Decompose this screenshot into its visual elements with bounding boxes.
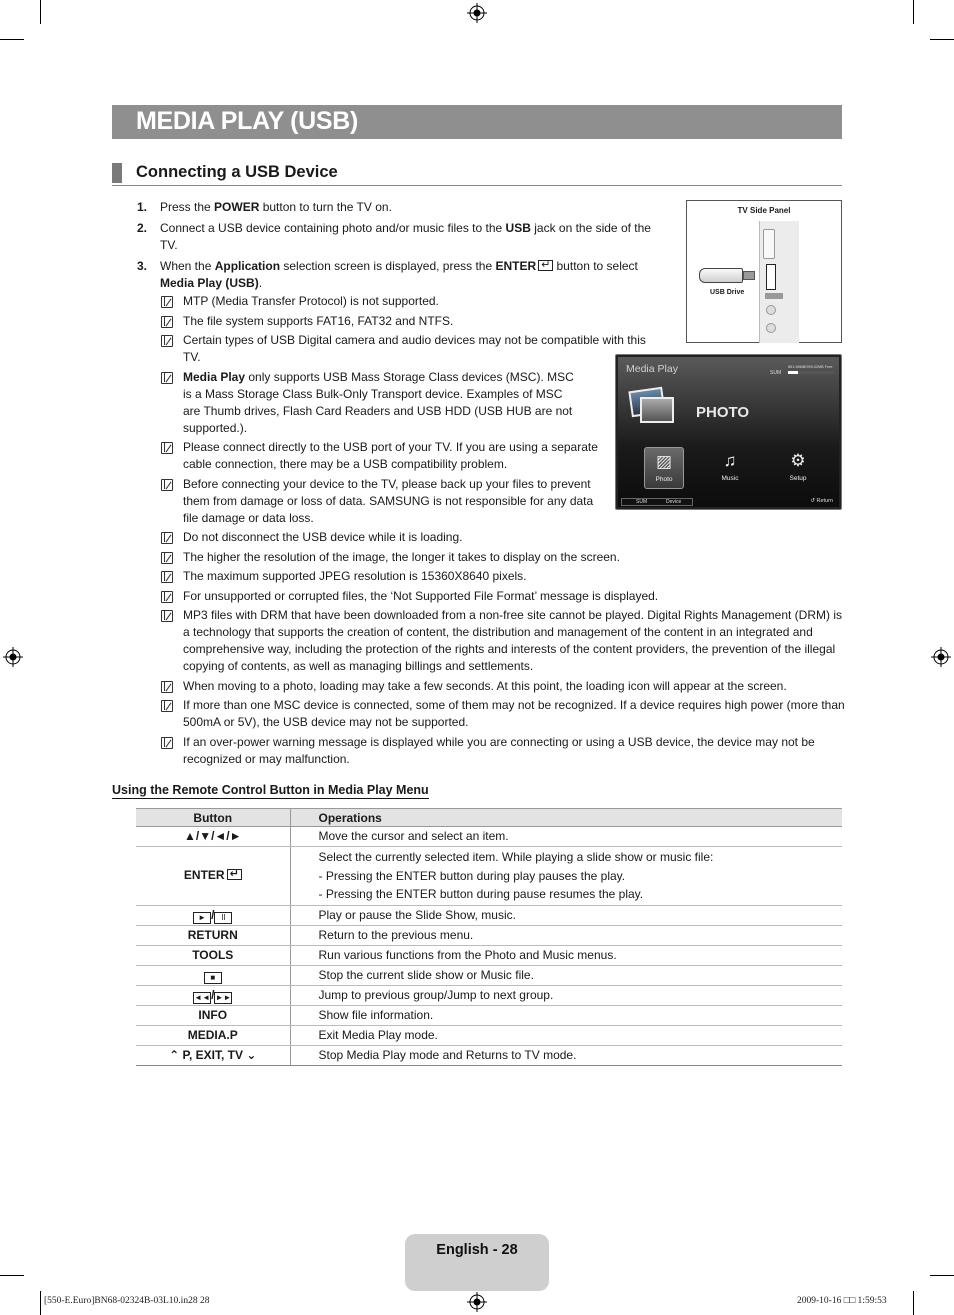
storage-bar	[788, 371, 834, 374]
menu-item-music[interactable]	[710, 447, 750, 489]
table-row	[136, 925, 842, 945]
note-item	[160, 332, 655, 366]
note-text: If more than one MSC device is connected, some of them may not be recognized. If a device requires high power (more than 500mA or 5V), the USB device may not be supported.	[183, 698, 845, 729]
crop-mark	[913, 1291, 914, 1315]
note-item	[160, 607, 845, 675]
note-item	[160, 568, 845, 585]
table-row	[136, 827, 842, 847]
crop-mark	[0, 1275, 24, 1276]
button-label: P, EXIT, TV	[182, 1047, 243, 1062]
media-play-screen-figure	[615, 354, 842, 510]
note-icon	[161, 532, 173, 544]
separator: /	[211, 907, 215, 922]
note-icon	[161, 316, 173, 328]
return-icon: ↺	[810, 498, 815, 504]
media-play-title: Media Play	[626, 363, 678, 375]
table-header: Button	[136, 809, 290, 827]
play-icon: ►	[193, 912, 211, 924]
crop-mark	[40, 0, 41, 24]
note-icon	[161, 552, 173, 564]
step-number: 1.	[137, 200, 148, 214]
step-text: Press the	[160, 200, 215, 214]
pause-icon: II	[214, 912, 232, 924]
operation-cell: Jump to previous group/Jump to next group.	[290, 985, 842, 1005]
operation-line: - Pressing the ENTER button during play pauses the play.	[318, 868, 626, 883]
button-cell	[136, 985, 290, 1005]
operation-cell: Move the cursor and select an item.	[290, 827, 842, 847]
note-text: MTP (Media Transfer Protocol) is not supported.	[183, 294, 439, 308]
usb-drive-label: USB Drive	[710, 289, 745, 296]
crop-mark	[40, 1291, 41, 1315]
button-cell: RETURN	[136, 925, 290, 945]
note-icon	[161, 700, 173, 712]
media-play-background	[618, 357, 839, 507]
operation-cell: Show file information.	[290, 1005, 842, 1025]
step-number: 3.	[137, 259, 148, 273]
registration-mark-icon	[931, 647, 951, 667]
note-item	[160, 476, 605, 527]
step-bold: ENTER	[495, 259, 537, 273]
steps-list	[137, 199, 667, 296]
camera-icon	[640, 397, 674, 423]
menu-item-photo[interactable]	[644, 447, 684, 489]
table-row	[136, 1005, 842, 1025]
note-icon	[161, 479, 173, 491]
note-text: Do not disconnect the USB device while it is loading.	[183, 530, 463, 544]
note-text: MP3 files with DRM that have been downloaded from a non-free site cannot be played. Digital Rights Management (DRM) is a technology that supports the creation of content, the distribution and management of the content in an integrated and comprehensive way, including the protection of the rights and interests of the content providers, the prevention of the illegal copying of contents, as well as managing billings and settlements.	[183, 608, 842, 673]
step-text: jack on the side of the TV.	[160, 221, 651, 252]
selected-category-label: PHOTO	[696, 404, 750, 421]
return-label: Return	[816, 498, 833, 504]
operation-cell: Stop Media Play mode and Returns to TV mode.	[290, 1045, 842, 1065]
note-text: only supports USB Mass Storage Class devices (MSC). MSC is a Mass Storage Class Bulk-Only Transport device. Examples of MSC are Thumb drives, Flash Card Readers and USB HDD (USB HUB are not supported.).	[183, 369, 574, 435]
table-row	[136, 945, 842, 965]
av-jack-icon	[766, 305, 776, 315]
tv-side-panel-figure	[686, 200, 842, 343]
photo-stack-icon	[630, 389, 678, 429]
note-text: The maximum supported JPEG resolution is 15360X8640 pixels.	[183, 569, 527, 583]
subsection-title: Using the Remote Control Button in Media Play Menu	[112, 783, 429, 797]
music-note-icon: ♫	[723, 451, 737, 470]
operation-cell	[290, 847, 842, 906]
note-item	[160, 529, 845, 546]
step-bold: USB	[505, 221, 531, 235]
note-text: When moving to a photo, loading may take a few seconds. At this point, the loading icon will appear at the screen.	[183, 678, 787, 693]
free-space-text: 851.98MB/993.02MB Free	[788, 365, 833, 369]
av-port-tag	[765, 293, 783, 299]
note-item	[160, 549, 845, 566]
status-device: Device	[666, 499, 682, 505]
operation-cell: Play or pause the Slide Show, music.	[290, 905, 842, 925]
note-text: Please connect directly to the USB port of your TV. If you are using a separate cable connection, there may be a USB compatibility problem.	[183, 440, 598, 471]
print-file-info: [550-E.Euro]BN68-02324B-03L10.in28 28	[44, 1296, 210, 1306]
note-text: The higher the resolution of the image, the longer it takes to display on the screen.	[183, 549, 620, 564]
note-item	[160, 678, 845, 695]
step-number: 2.	[137, 221, 148, 235]
operations-table	[136, 808, 842, 1066]
note-icon	[161, 737, 173, 749]
note-text: Before connecting your device to the TV, please back up your files to prevent them from damage or loss of data. SAMSUNG is not responsible for any data file damage or data loss.	[183, 476, 594, 525]
button-cell	[136, 965, 290, 985]
registration-mark-icon	[467, 3, 487, 23]
note-icon	[161, 296, 173, 308]
note-item	[160, 293, 610, 310]
enter-icon	[227, 869, 242, 880]
return-hint	[810, 498, 833, 504]
step-text: Connect a USB device containing photo and/or music files to the	[160, 221, 506, 235]
title-bar	[112, 105, 842, 139]
button-cell: INFO	[136, 1005, 290, 1025]
section-title: Connecting a USB Device	[136, 163, 338, 181]
hdmi-port-icon	[763, 229, 775, 259]
usb-port-icon	[766, 264, 776, 290]
menu-item-label: Music	[721, 475, 739, 482]
step-text: button to turn the TV on.	[259, 200, 392, 214]
operation-line: Select the currently selected item. While playing a slide show or music file:	[318, 850, 714, 864]
note-item	[160, 313, 610, 330]
table-row	[136, 965, 842, 985]
button-cell: TOOLS	[136, 945, 290, 965]
operation-cell: Stop the current slide show or Music file.	[290, 965, 842, 985]
table-row	[136, 847, 842, 906]
gear-icon: ⚙	[790, 451, 806, 470]
registration-mark-icon	[467, 1292, 487, 1312]
table-row	[136, 985, 842, 1005]
fast-forward-icon: ►►	[215, 992, 232, 1002]
step-text: .	[258, 276, 263, 290]
page-title: MEDIA PLAY (USB)	[136, 107, 359, 135]
operation-line: - Pressing the ENTER button during pause resumes the play.	[318, 887, 644, 901]
section-marker	[112, 163, 122, 183]
separator: /	[211, 987, 215, 1002]
note-icon	[161, 571, 173, 583]
note-icon	[161, 442, 173, 454]
note-text: If an over-power warning message is displayed while you are connecting or using a USB device, the device may not be recognized or may malfunction.	[183, 734, 815, 766]
button-cell: MEDIA.P	[136, 1025, 290, 1045]
status-bar	[621, 498, 693, 506]
channel-up-icon: ⌃	[169, 1047, 180, 1062]
page-number: English - 28	[436, 1242, 518, 1258]
step-bold: Application	[214, 259, 281, 273]
step-text: button to select	[553, 259, 638, 273]
table-header: Operations	[290, 809, 842, 827]
note-item	[160, 439, 610, 473]
button-cell	[136, 847, 290, 906]
menu-item-label: Photo	[655, 476, 673, 483]
operation-cell: Return to the previous menu.	[290, 925, 842, 945]
button-cell	[136, 905, 290, 925]
note-item	[160, 588, 845, 605]
storage-bar-fill	[788, 371, 798, 374]
button-label: ENTER	[183, 868, 225, 883]
usb-drive-icon	[699, 268, 743, 283]
av-jack-icon	[766, 323, 776, 333]
note-item	[160, 369, 580, 437]
step-bold: Media Play (USB)	[160, 276, 259, 290]
usb-plug-icon	[743, 271, 755, 280]
table-row	[136, 1045, 842, 1065]
operation-cell: Run various functions from the Photo and Music menus.	[290, 945, 842, 965]
rewind-icon: ◄◄	[194, 992, 210, 1002]
crop-mark	[930, 39, 954, 40]
registration-mark-icon	[3, 647, 23, 667]
crop-mark	[930, 1275, 954, 1276]
crop-mark	[913, 0, 914, 24]
step-bold: POWER	[214, 200, 260, 214]
menu-item-label: Setup	[789, 475, 807, 482]
step-item	[137, 199, 667, 216]
note-icon	[161, 335, 173, 347]
button-cell: ▲/▼/◄/►	[136, 827, 290, 847]
note-text: The file system supports FAT16, FAT32 and NTFS.	[183, 313, 454, 328]
note-icon	[161, 591, 173, 603]
note-text: Certain types of USB Digital camera and audio devices may not be compatible with this TV.	[183, 333, 646, 364]
page-number-tab	[405, 1234, 549, 1291]
step-text: selection screen is displayed, press the	[280, 259, 496, 273]
crop-mark	[0, 39, 24, 40]
note-icon	[161, 610, 173, 622]
button-cell	[136, 1045, 290, 1065]
note-bold: Media Play	[183, 369, 246, 384]
note-icon	[161, 681, 173, 693]
table-row	[136, 1025, 842, 1045]
stop-icon: ■	[204, 972, 222, 984]
channel-down-icon: ⌄	[246, 1047, 257, 1062]
enter-icon	[538, 260, 553, 271]
section-header	[112, 162, 842, 186]
step-text: When the	[160, 259, 215, 273]
note-item	[160, 697, 845, 731]
note-icon	[161, 372, 173, 384]
photo-icon: ▨	[655, 452, 673, 471]
status-sum: SUM	[636, 499, 648, 505]
step-item	[137, 258, 667, 292]
figure-caption: TV Side Panel	[737, 206, 791, 215]
note-text: For unsupported or corrupted files, the ‘Not Supported File Format’ message is displayed.	[183, 588, 659, 603]
print-timestamp: 2009-10-16 □□ 1:59:53	[797, 1296, 887, 1306]
table-row	[136, 905, 842, 925]
menu-item-setup[interactable]	[778, 447, 818, 489]
table-header-row	[136, 809, 842, 827]
note-item	[160, 734, 845, 768]
step-item	[137, 220, 667, 254]
operation-cell: Exit Media Play mode.	[290, 1025, 842, 1045]
device-sum-label: SUM	[770, 370, 782, 376]
